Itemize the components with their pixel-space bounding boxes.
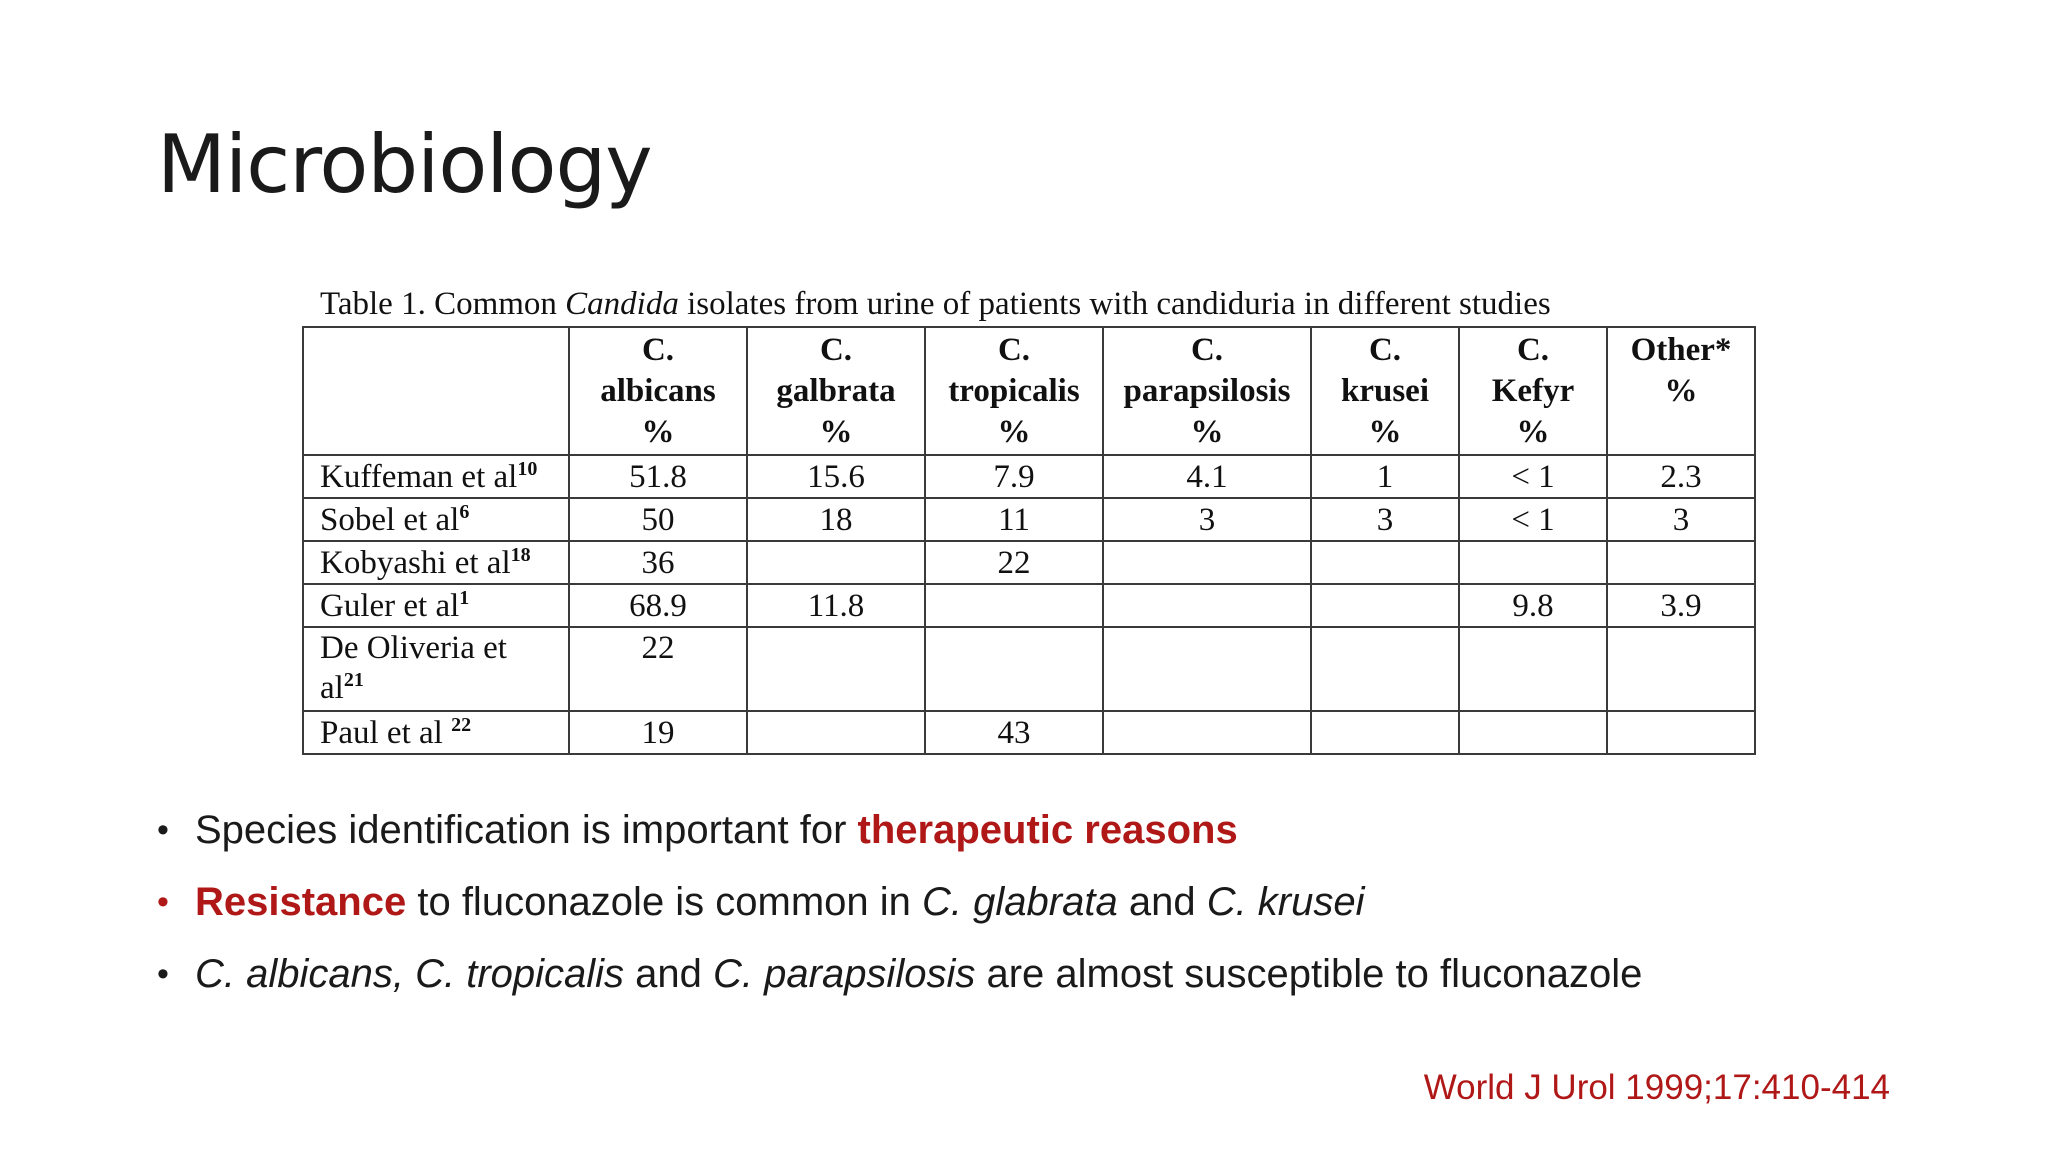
bullet-dot-icon: •: [157, 955, 169, 993]
bullet-item: • C. albicans, C. tropicalis and C. parapsilosis are almost susceptible to fluconazole: [157, 942, 1642, 1014]
value-cell: [1311, 711, 1459, 754]
header-cell-albicans: C. albicans %: [569, 327, 747, 455]
value-cell: < 1: [1459, 455, 1607, 498]
table-caption: [320, 286, 1551, 323]
header-cell-tropicalis: C. tropicalis %: [925, 327, 1103, 455]
value-cell: 3.9: [1607, 584, 1755, 627]
slide-title: Microbiology: [157, 118, 652, 211]
caption-italic: Candida: [565, 286, 679, 322]
value-cell: 15.6: [747, 455, 925, 498]
value-cell: [1459, 627, 1607, 711]
emphasis-text: Resistance: [195, 880, 407, 924]
citation-reference: World J Urol 1999;17:410-414: [1423, 1068, 1890, 1107]
value-cell: 11.8: [747, 584, 925, 627]
value-cell: 2.3: [1607, 455, 1755, 498]
value-cell: [1607, 711, 1755, 754]
bullet-list: [157, 798, 1642, 1014]
value-cell: [925, 584, 1103, 627]
value-cell: [1103, 541, 1311, 584]
value-cell: [747, 627, 925, 711]
value-cell: [1103, 627, 1311, 711]
value-cell: 43: [925, 711, 1103, 754]
bullet-dot-icon: •: [157, 883, 169, 921]
value-cell: 11: [925, 498, 1103, 541]
emphasis-text: therapeutic reasons: [857, 808, 1238, 852]
header-cell-galbrata: C. galbrata %: [747, 327, 925, 455]
table-row: [303, 455, 1755, 498]
study-cell: Kobyashi et $al^{18}$: [303, 541, 569, 584]
value-cell: 22: [925, 541, 1103, 584]
study-cell: Kuffeman et $al^{10}$: [303, 455, 569, 498]
bullet-dot-icon: •: [157, 811, 169, 849]
value-cell: 7.9: [925, 455, 1103, 498]
header-cell-study: [303, 327, 569, 455]
header-row: [303, 327, 1755, 455]
value-cell: 3: [1607, 498, 1755, 541]
value-cell: 19: [569, 711, 747, 754]
table-row: [303, 711, 1755, 754]
table-row: [303, 498, 1755, 541]
value-cell: [747, 541, 925, 584]
value-cell: [747, 711, 925, 754]
caption-prefix: Table 1. Common: [320, 286, 566, 322]
header-cell-krusei: C. krusei %: [1311, 327, 1459, 455]
value-cell: 1: [1311, 455, 1459, 498]
value-cell: [1311, 541, 1459, 584]
header-cell-other: Other* %: [1607, 327, 1755, 455]
value-cell: [1311, 584, 1459, 627]
study-cell: De Oliveria et $al^{21}$: [303, 627, 569, 711]
value-cell: 4.1: [1103, 455, 1311, 498]
value-cell: 22: [569, 627, 747, 711]
value-cell: [1607, 627, 1755, 711]
value-cell: [1311, 627, 1459, 711]
value-cell: [1459, 541, 1607, 584]
value-cell: [1103, 584, 1311, 627]
value-cell: 68.9: [569, 584, 747, 627]
header-cell-kefyr: C. Kefyr %: [1459, 327, 1607, 455]
value-cell: [925, 627, 1103, 711]
study-cell: Sobel et $al^6$: [303, 498, 569, 541]
table-row: [303, 541, 1755, 584]
value-cell: 36: [569, 541, 747, 584]
bullet-item: • Resistance to fluconazole is common in C. glabrata and C. krusei: [157, 870, 1642, 942]
value-cell: 50: [569, 498, 747, 541]
table-row: [303, 627, 1755, 711]
value-cell: [1607, 541, 1755, 584]
study-cell: Guler et $al^1$: [303, 584, 569, 627]
candida-isolates-table: [302, 326, 1756, 755]
value-cell: [1103, 711, 1311, 754]
table-row: [303, 584, 1755, 627]
bullet-item: • Species identification is important for therapeutic reasons: [157, 798, 1642, 870]
value-cell: 9.8: [1459, 584, 1607, 627]
header-cell-parapsilosis: C. parapsilosis %: [1103, 327, 1311, 455]
value-cell: 3: [1103, 498, 1311, 541]
value-cell: 18: [747, 498, 925, 541]
value-cell: [1459, 711, 1607, 754]
value-cell: 51.8: [569, 455, 747, 498]
value-cell: < 1: [1459, 498, 1607, 541]
study-cell: Paul et al $^{22}$: [303, 711, 569, 754]
value-cell: 3: [1311, 498, 1459, 541]
caption-suffix: isolates from urine of patients with candiduria in different studies: [678, 286, 1551, 322]
